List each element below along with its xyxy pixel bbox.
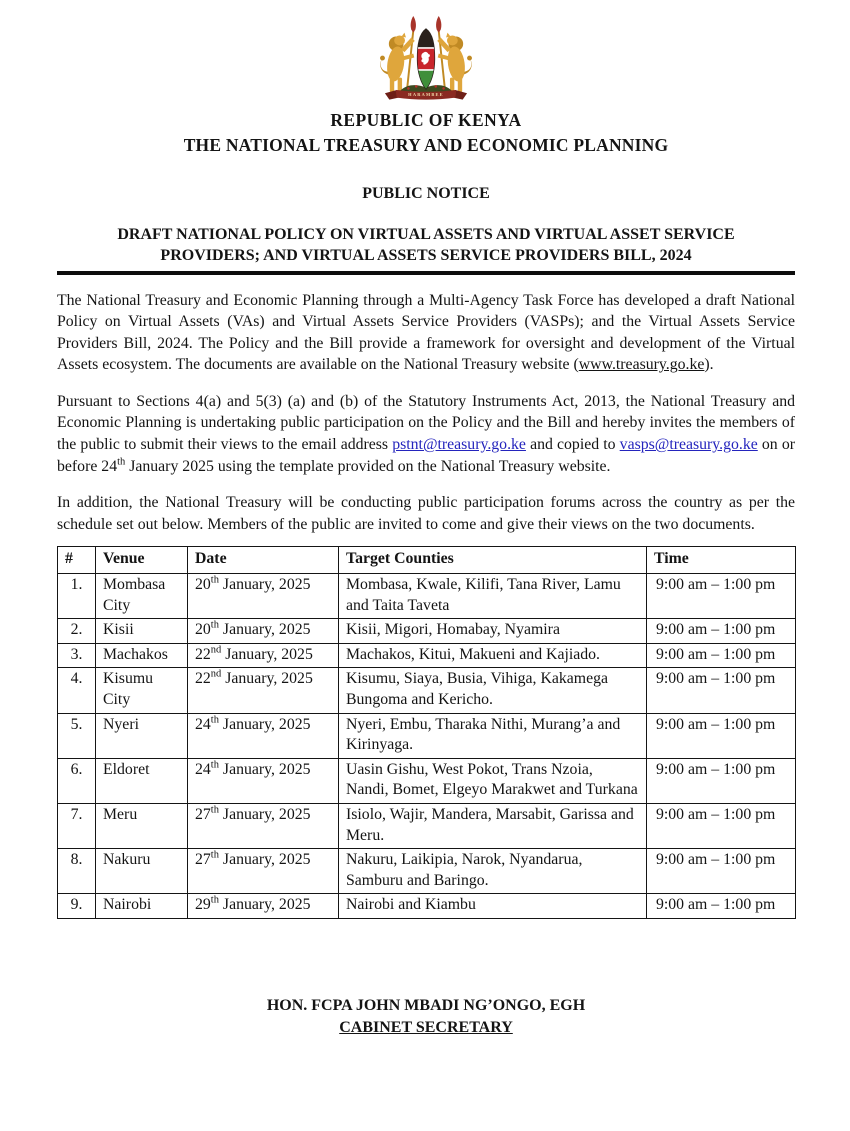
time-cell: 9:00 am – 1:00 pm [647,574,796,619]
date-rest: January, 2025 [221,645,313,663]
date-cell [188,803,339,848]
date-ordinal: nd [210,644,222,656]
counties-cell: Uasin Gishu, West Pokot, Trans Nzoia, Nandi, Bomet, Elgeyo Marakwet and Turkana [339,758,647,803]
counties-cell: Mombasa, Kwale, Kilifi, Tana River, Lamu and Taita Taveta [339,574,647,619]
header-venue: Venue [96,547,188,574]
date-ordinal: nd [210,669,222,681]
date-ordinal: th [210,759,219,771]
row-number-cell: 1. [58,574,96,619]
ministry-title: THE NATIONAL TREASURY AND ECONOMIC PLANNING [183,135,669,155]
date-rest: January, 2025 [218,851,311,869]
paragraph-intro-tail: ). [704,356,714,374]
republic-title: REPUBLIC OF KENYA [330,110,522,130]
emblem-wrap [57,16,795,109]
shield-icon [416,29,436,90]
header-time: Time [647,547,796,574]
counties-cell: Nakuru, Laikipia, Narok, Nyandarua, Samburu and Baringo. [339,849,647,894]
table-row [58,668,796,713]
vasps-email-link[interactable]: vasps@treasury.go.ke [619,436,758,454]
table-row [58,803,796,848]
time-cell: 9:00 am – 1:00 pm [647,668,796,713]
date-cell [188,894,339,919]
counties-cell: Nairobi and Kiambu [339,894,647,919]
date-ordinal: th [210,714,219,726]
deadline-ordinal: th [117,456,126,468]
schedule-table [57,546,796,919]
date-day: 20 [195,621,211,639]
venue-cell: Mombasa City [96,574,188,619]
date-day: 22 [195,645,211,663]
date-day: 29 [195,896,211,914]
date-ordinal: th [210,619,219,631]
treasury-website-link[interactable]: www.treasury.go.ke [578,356,705,374]
table-row [58,713,796,758]
paragraph-participation-text3: on or before 24 [57,436,795,475]
paragraph-participation-text2: and copied to [525,436,620,454]
venue-cell: Eldoret [96,758,188,803]
date-rest: January, 2025 [218,805,311,823]
date-cell [188,713,339,758]
date-ordinal: th [210,804,219,816]
row-number-cell: 3. [58,643,96,668]
time-cell: 9:00 am – 1:00 pm [647,849,796,894]
public-notice-heading: PUBLIC NOTICE [362,185,490,202]
paragraph-forums: In addition, the National Treasury will be conducting public participation forums across the country as per the schedule set out below. Members of the public are invited to come and give their views on the two documents. [57,494,795,533]
pstnt-email-link[interactable]: pstnt@treasury.go.ke [392,436,526,454]
header-number: # [58,547,96,574]
date-day: 22 [195,670,211,688]
date-rest: January, 2025 [221,670,313,688]
table-row [58,894,796,919]
document-title-line2: PROVIDERS; AND VIRTUAL ASSETS SERVICE PROVIDERS BILL, 2024 [160,247,692,264]
table-row [58,758,796,803]
date-ordinal: th [210,895,219,907]
signature-block [57,995,795,1039]
date-cell [188,619,339,644]
venue-cell: Machakos [96,643,188,668]
row-number-cell: 4. [58,668,96,713]
table-row [58,574,796,619]
venue-cell: Kisii [96,619,188,644]
date-day: 27 [195,851,211,869]
date-day: 20 [195,576,211,594]
date-rest: January, 2025 [218,896,311,914]
paragraph-intro-text: The National Treasury and Economic Planning through a Multi-Agency Task Force has developed a draft National Policy on Virtual Assets (VAs) and Virtual Assets Service Providers (VASPs); and the Virtual Assets Service Providers Bill, 2024. The Policy and the Bill provide a framework for oversight and development of the Virtual Assets ecosystem. The documents are available on the National Treasury website ( [57,291,795,374]
date-day: 27 [195,805,211,823]
date-cell [188,849,339,894]
paragraph-participation-text1: Pursuant to Sections 4(a) and 5(3) (a) and (b) of the Statutory Instruments Act, 2013, the National Treasury and Economic Planning is undertaking public participation on the Policy and the Bill and hereby invites the members of the public to submit their views to the email address [57,392,795,454]
schedule-table-body [58,574,796,919]
counties-cell: Isiolo, Wajir, Mandera, Marsabit, Garissa and Meru. [339,803,647,848]
venue-cell: Kisumu City [96,668,188,713]
date-rest: January, 2025 [218,715,311,733]
paragraph-participation [57,391,795,477]
date-day: 24 [195,760,211,778]
venue-cell: Nairobi [96,894,188,919]
venue-cell: Nyeri [96,713,188,758]
time-cell: 9:00 am – 1:00 pm [647,758,796,803]
paragraph-participation-text4: January 2025 using the template provided on the National Treasury website. [125,457,611,475]
row-number-cell: 5. [58,713,96,758]
row-number-cell: 9. [58,894,96,919]
table-row [58,849,796,894]
kenya-coat-of-arms-icon [366,16,486,104]
table-header-row [58,547,796,574]
counties-cell: Machakos, Kitui, Makueni and Kajiado. [339,643,647,668]
table-row [58,619,796,644]
time-cell: 9:00 am – 1:00 pm [647,643,796,668]
date-ordinal: th [210,849,219,861]
date-cell [188,668,339,713]
venue-cell: Meru [96,803,188,848]
header-date: Date [188,547,339,574]
counties-cell: Kisumu, Siaya, Busia, Vihiga, Kakamega Bungoma and Kericho. [339,668,647,713]
date-rest: January, 2025 [218,621,311,639]
venue-cell: Nakuru [96,849,188,894]
row-number-cell: 6. [58,758,96,803]
row-number-cell: 2. [58,619,96,644]
date-cell [188,643,339,668]
signatory-name: HON. FCPA JOHN MBADI NG’ONGO, EGH [266,996,586,1014]
date-ordinal: th [210,574,219,586]
title-rule [57,271,795,275]
motto-text: HARAMBEE [408,92,444,98]
header-counties: Target Counties [339,547,647,574]
time-cell: 9:00 am – 1:00 pm [647,894,796,919]
signatory-title: CABINET SECRETARY [339,1018,513,1036]
table-row [58,643,796,668]
counties-cell: Nyeri, Embu, Tharaka Nithi, Murang’a and Kirinyaga. [339,713,647,758]
row-number-cell: 7. [58,803,96,848]
date-cell [188,758,339,803]
counties-cell: Kisii, Migori, Homabay, Nyamira [339,619,647,644]
document-title-line1: DRAFT NATIONAL POLICY ON VIRTUAL ASSETS AND VIRTUAL ASSET SERVICE [117,226,735,243]
document-title [57,224,795,266]
time-cell: 9:00 am – 1:00 pm [647,803,796,848]
row-number-cell: 8. [58,849,96,894]
date-day: 24 [195,715,211,733]
paragraph-intro [57,290,795,376]
time-cell: 9:00 am – 1:00 pm [647,619,796,644]
date-rest: January, 2025 [218,576,311,594]
date-cell [188,574,339,619]
time-cell: 9:00 am – 1:00 pm [647,713,796,758]
date-rest: January, 2025 [218,760,311,778]
